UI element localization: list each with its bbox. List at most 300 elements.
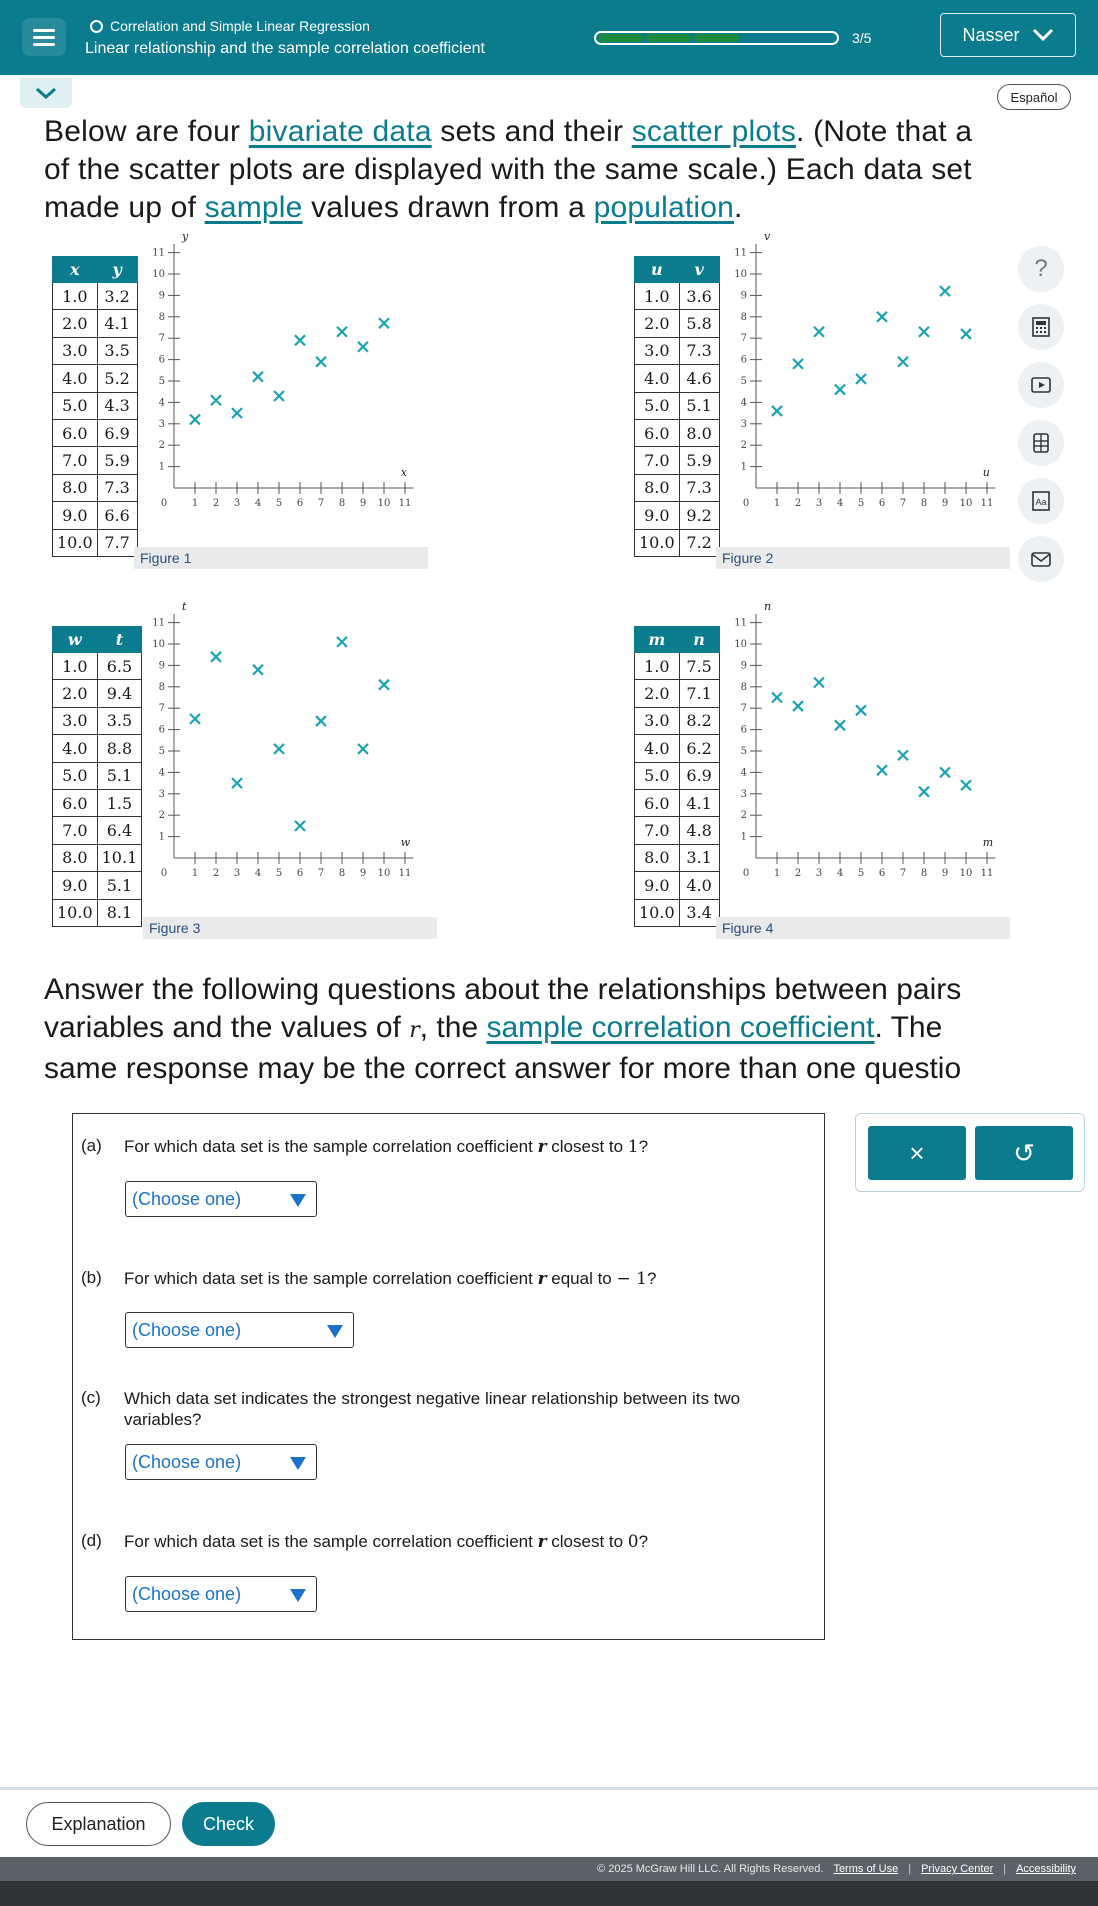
y-tick-label: 1 xyxy=(158,461,165,473)
scatter-point xyxy=(814,678,824,688)
table-row xyxy=(53,365,138,392)
x-tick-label: 3 xyxy=(233,868,241,879)
table-row xyxy=(635,680,720,707)
answer-select-b[interactable]: (Choose one) xyxy=(125,1312,354,1348)
table-row xyxy=(635,529,720,556)
help-button[interactable] xyxy=(1018,246,1064,292)
table-cell: 10.0 xyxy=(53,899,98,926)
table-cell: 4.0 xyxy=(635,365,680,392)
data-table-button[interactable] xyxy=(1018,420,1064,466)
scatter-point xyxy=(358,342,368,352)
x-tick-label: 1 xyxy=(191,498,199,509)
table-cell: 7.0 xyxy=(635,447,680,474)
origin-label: 0 xyxy=(160,868,168,879)
table-cell: 7.5 xyxy=(679,653,719,680)
table-header: w xyxy=(53,627,98,653)
table-cell: 7.2 xyxy=(679,529,719,556)
y-tick-label: 11 xyxy=(734,247,747,259)
scatter-point xyxy=(190,415,200,425)
scatter-plot-fig3 xyxy=(134,599,434,916)
progress-segment xyxy=(790,34,835,42)
y-tick-label: 5 xyxy=(740,376,747,387)
chevron-down-icon xyxy=(1032,28,1054,42)
scatter-point xyxy=(358,744,368,754)
y-tick-label: 1 xyxy=(158,831,165,843)
table-row xyxy=(53,392,138,419)
table-cell: 7.7 xyxy=(97,529,137,556)
x-tick-label: 8 xyxy=(920,868,928,879)
table-cell: 10.0 xyxy=(53,529,98,556)
scatter-point xyxy=(856,705,866,715)
x-axis-label: x xyxy=(400,466,408,479)
table-cell: 4.6 xyxy=(679,365,719,392)
x-tick-label: 1 xyxy=(773,868,781,879)
table-cell: 6.0 xyxy=(53,419,98,446)
scatter-point xyxy=(961,329,971,339)
accessibility-link[interactable]: Accessibility xyxy=(1016,1863,1076,1875)
table-row xyxy=(53,789,142,816)
table-header: t xyxy=(97,627,142,653)
calculator-button[interactable] xyxy=(1018,304,1064,350)
scatter-point xyxy=(211,652,221,662)
table-cell: 9.0 xyxy=(53,502,98,529)
scatter-point xyxy=(877,312,887,322)
y-axis-label: y xyxy=(182,229,189,243)
table-cell: 7.0 xyxy=(53,817,98,844)
progress-bar xyxy=(594,31,839,45)
table-row xyxy=(635,337,720,364)
x-tick-label: 10 xyxy=(959,868,973,879)
table-row xyxy=(53,817,142,844)
table-cell: 9.2 xyxy=(679,502,719,529)
video-button[interactable] xyxy=(1018,362,1064,408)
x-tick-label: 6 xyxy=(296,868,304,879)
x-tick-label: 7 xyxy=(317,868,325,879)
table-cell: 7.3 xyxy=(679,474,719,501)
video-icon xyxy=(1030,374,1052,396)
calculator-icon xyxy=(1030,316,1052,338)
scatter-point xyxy=(793,701,803,711)
table-cell: 1.0 xyxy=(53,653,98,680)
table-cell: 3.4 xyxy=(679,899,719,926)
table-cell: 5.0 xyxy=(635,392,680,419)
table-cell: 6.0 xyxy=(635,419,680,446)
y-tick-label: 2 xyxy=(158,440,165,452)
y-tick-label: 7 xyxy=(740,333,747,345)
table-cell: 5.9 xyxy=(679,447,719,474)
answer-actions xyxy=(855,1113,1085,1192)
explanation-button[interactable]: Explanation xyxy=(26,1802,171,1846)
dropdown-caret-icon xyxy=(290,1457,306,1470)
y-tick-label: 5 xyxy=(158,376,165,387)
table-cell: 6.2 xyxy=(679,735,719,762)
table-cell: 3.0 xyxy=(53,707,98,734)
scatter-point xyxy=(337,327,347,337)
table-cell: 4.0 xyxy=(679,872,719,899)
table-header: v xyxy=(679,257,719,283)
table-cell: 4.1 xyxy=(679,789,719,816)
collapse-chevron-icon xyxy=(35,87,57,100)
scatter-point xyxy=(295,821,305,831)
y-tick-label: 11 xyxy=(734,617,747,629)
table-row xyxy=(53,707,142,734)
table-cell: 6.0 xyxy=(635,789,680,816)
x-tick-label: 9 xyxy=(359,498,367,509)
scatter-point xyxy=(919,327,929,337)
y-axis-label: t xyxy=(182,599,187,613)
table-cell: 2.0 xyxy=(635,680,680,707)
progress-segment xyxy=(646,34,691,42)
table-row xyxy=(53,283,138,310)
x-tick-label: 5 xyxy=(857,868,865,879)
table-row xyxy=(53,680,142,707)
table-cell: 2.0 xyxy=(635,310,680,337)
table-cell: 7.0 xyxy=(53,447,98,474)
y-tick-label: 3 xyxy=(740,788,747,800)
scatter-point xyxy=(877,765,887,775)
check-button[interactable]: Check xyxy=(182,1802,275,1846)
origin-label: 0 xyxy=(742,868,750,879)
undo-button[interactable] xyxy=(975,1126,1073,1180)
x-tick-label: 9 xyxy=(359,868,367,879)
x-tick-label: 2 xyxy=(212,498,220,509)
table-row xyxy=(635,899,720,926)
y-tick-label: 7 xyxy=(740,703,747,715)
privacy-link[interactable]: Privacy Center xyxy=(921,1863,994,1875)
table-row xyxy=(635,392,720,419)
email-button[interactable] xyxy=(1018,536,1064,582)
table-cell: 6.4 xyxy=(97,817,142,844)
scatter-point xyxy=(379,680,389,690)
figure-caption: Figure 1 xyxy=(134,547,428,569)
table-cell: 4.0 xyxy=(53,735,98,762)
table-row xyxy=(635,447,720,474)
term-link-sample[interactable]: sample xyxy=(204,191,303,224)
table-cell: 6.5 xyxy=(97,653,142,680)
answer-select-d[interactable]: (Choose one) xyxy=(125,1576,317,1612)
y-tick-label: 6 xyxy=(740,354,747,366)
footer-divider xyxy=(0,1787,1098,1790)
y-tick-label: 9 xyxy=(740,290,747,302)
x-tick-label: 7 xyxy=(317,498,325,509)
table-header: n xyxy=(679,627,719,653)
table-row xyxy=(53,502,138,529)
user-menu-button[interactable] xyxy=(940,13,1076,57)
y-tick-label: 3 xyxy=(158,788,165,800)
scatter-point xyxy=(793,359,803,369)
glossary-icon xyxy=(1030,490,1052,512)
table-row xyxy=(635,735,720,762)
y-tick-label: 1 xyxy=(740,831,747,843)
table-cell: 5.0 xyxy=(53,392,98,419)
table-row xyxy=(635,310,720,337)
table-cell: 8.1 xyxy=(97,899,142,926)
y-tick-label: 10 xyxy=(734,639,747,650)
answer-select-c[interactable]: (Choose one) xyxy=(125,1444,317,1480)
x-tick-label: 10 xyxy=(959,498,973,509)
y-tick-label: 2 xyxy=(740,440,747,452)
origin-label: 0 xyxy=(160,498,168,509)
table-cell: 6.9 xyxy=(97,419,137,446)
table-row xyxy=(635,789,720,816)
y-tick-label: 4 xyxy=(158,397,165,409)
x-tick-label: 3 xyxy=(815,498,823,509)
table-cell: 4.0 xyxy=(53,365,98,392)
table-cell: 1.5 xyxy=(97,789,142,816)
scatter-point xyxy=(232,778,242,788)
table-cell: 10.1 xyxy=(97,844,142,871)
table-header: x xyxy=(53,257,98,283)
table-cell: 7.1 xyxy=(679,680,719,707)
table-cell: 3.0 xyxy=(635,707,680,734)
data-table-fig1 xyxy=(52,256,138,557)
data-table-icon xyxy=(1030,432,1052,454)
x-tick-label: 4 xyxy=(254,868,262,879)
x-axis-label: u xyxy=(982,466,990,479)
table-cell: 4.1 xyxy=(97,310,137,337)
scatter-point xyxy=(316,716,326,726)
term-link-population[interactable]: population xyxy=(593,191,735,224)
scatter-point xyxy=(856,374,866,384)
table-row xyxy=(635,502,720,529)
bottom-strip xyxy=(0,1881,1098,1906)
table-cell: 5.1 xyxy=(97,872,142,899)
y-tick-label: 6 xyxy=(158,354,165,366)
glossary-button[interactable] xyxy=(1018,478,1064,524)
topic-status-icon xyxy=(90,20,103,33)
dropdown-caret-icon xyxy=(290,1589,306,1602)
table-cell: 5.1 xyxy=(97,762,142,789)
y-tick-label: 1 xyxy=(740,461,747,473)
scatter-point xyxy=(337,637,347,647)
y-axis-label: v xyxy=(764,229,771,243)
x-tick-label: 4 xyxy=(254,498,262,509)
scatter-point xyxy=(835,720,845,730)
x-tick-label: 10 xyxy=(377,498,391,509)
y-tick-label: 2 xyxy=(740,810,747,822)
y-tick-label: 6 xyxy=(158,724,165,736)
table-cell: 3.6 xyxy=(679,283,719,310)
table-row xyxy=(635,844,720,871)
table-cell: 8.0 xyxy=(53,474,98,501)
table-cell: 10.0 xyxy=(635,529,680,556)
table-row xyxy=(53,872,142,899)
progress-segment xyxy=(742,34,787,42)
y-tick-label: 9 xyxy=(158,290,165,302)
table-cell: 4.0 xyxy=(635,735,680,762)
origin-label: 0 xyxy=(742,498,750,509)
x-tick-label: 11 xyxy=(980,868,994,879)
table-row xyxy=(635,707,720,734)
y-tick-label: 2 xyxy=(158,810,165,822)
user-name: Nasser xyxy=(962,24,1020,45)
x-tick-label: 4 xyxy=(836,498,844,509)
term-link-bivariate-data[interactable]: bivariate data xyxy=(248,115,432,148)
topic-subtitle: Linear relationship and the sample correlation coefficient xyxy=(85,40,485,57)
table-cell: 7.0 xyxy=(635,817,680,844)
x-tick-label: 1 xyxy=(773,498,781,509)
language-button[interactable]: Español xyxy=(997,84,1071,110)
topic-title: Correlation and Simple Linear Regression xyxy=(110,18,370,34)
table-cell: 5.1 xyxy=(679,392,719,419)
answer-select-a[interactable]: (Choose one) xyxy=(125,1181,317,1217)
table-cell: 5.0 xyxy=(635,762,680,789)
scatter-point xyxy=(379,318,389,328)
y-tick-label: 8 xyxy=(740,681,747,693)
term-link-scatter-plots[interactable]: scatter plots xyxy=(631,115,797,148)
x-tick-label: 3 xyxy=(233,498,241,509)
table-row xyxy=(53,735,142,762)
table-cell: 4.8 xyxy=(679,817,719,844)
terms-link[interactable]: Terms of Use xyxy=(833,1863,899,1875)
table-cell: 6.6 xyxy=(97,502,137,529)
table-cell: 8.0 xyxy=(53,844,98,871)
y-tick-label: 7 xyxy=(158,703,165,715)
menu-icon[interactable] xyxy=(22,18,66,56)
table-cell: 8.2 xyxy=(679,707,719,734)
scatter-point xyxy=(898,750,908,760)
table-cell: 8.0 xyxy=(679,419,719,446)
table-cell: 4.3 xyxy=(97,392,137,419)
x-axis-label: m xyxy=(982,836,994,849)
figure-caption: Figure 3 xyxy=(143,917,437,939)
instructions-text: Answer the following questions about the relationships between pairs variables and the values of r, the sample correlation coefficient. The same response may be the correct answer for more than one questio xyxy=(44,973,962,1085)
x-tick-label: 1 xyxy=(191,868,199,879)
x-tick-label: 9 xyxy=(941,868,949,879)
table-row xyxy=(635,283,720,310)
x-tick-label: 2 xyxy=(794,498,802,509)
x-tick-label: 3 xyxy=(815,868,823,879)
scatter-point xyxy=(898,357,908,367)
scatter-point xyxy=(274,391,284,401)
scatter-point xyxy=(772,693,782,703)
scatter-plot-fig1 xyxy=(134,229,434,546)
y-tick-label: 11 xyxy=(152,247,165,259)
table-cell: 8.0 xyxy=(635,474,680,501)
figure-caption: Figure 4 xyxy=(716,917,1010,939)
table-cell: 8.0 xyxy=(635,844,680,871)
x-tick-label: 7 xyxy=(899,868,907,879)
clear-button[interactable] xyxy=(868,1126,966,1180)
table-cell: 3.1 xyxy=(679,844,719,871)
top-bar xyxy=(0,0,1098,75)
table-header: u xyxy=(635,257,680,283)
dropdown-caret-icon xyxy=(327,1325,343,1338)
table-cell: 9.0 xyxy=(635,872,680,899)
intro-text: Below are four bivariate data sets and their scatter plots. (Note that a of the scatter plots are displayed with the same scale.) Each data set made up of sample values drawn from a population. xyxy=(44,115,973,224)
undo-icon: ↺ xyxy=(1013,1137,1035,1168)
table-cell: 5.9 xyxy=(97,447,137,474)
svg-text:Aa: Aa xyxy=(1035,497,1047,507)
y-tick-label: 8 xyxy=(740,311,747,323)
table-cell: 1.0 xyxy=(635,283,680,310)
term-link-sample-correlation-coefficient[interactable]: sample correlation coefficient xyxy=(486,1011,875,1044)
table-header: y xyxy=(97,257,137,283)
x-tick-label: 8 xyxy=(920,498,928,509)
x-tick-label: 9 xyxy=(941,498,949,509)
x-tick-label: 4 xyxy=(836,868,844,879)
table-cell: 2.0 xyxy=(53,680,98,707)
scatter-point xyxy=(274,744,284,754)
y-tick-label: 4 xyxy=(740,397,747,409)
data-table-fig2 xyxy=(634,256,720,557)
x-tick-label: 8 xyxy=(338,868,346,879)
x-tick-label: 11 xyxy=(980,498,994,509)
table-cell: 10.0 xyxy=(635,899,680,926)
y-tick-label: 9 xyxy=(740,660,747,672)
x-tick-label: 11 xyxy=(398,498,412,509)
y-axis-label: n xyxy=(764,599,772,613)
x-tick-label: 5 xyxy=(275,868,283,879)
scatter-point xyxy=(814,327,824,337)
table-row xyxy=(635,872,720,899)
table-row xyxy=(53,653,142,680)
table-row xyxy=(53,447,138,474)
y-tick-label: 10 xyxy=(152,639,165,650)
x-tick-label: 7 xyxy=(899,498,907,509)
y-tick-label: 7 xyxy=(158,333,165,345)
y-tick-label: 9 xyxy=(158,660,165,672)
table-row xyxy=(53,844,142,871)
x-axis-label: w xyxy=(400,836,411,849)
close-icon: × xyxy=(909,1137,925,1168)
scatter-point xyxy=(232,408,242,418)
table-row xyxy=(53,899,142,926)
x-tick-label: 6 xyxy=(878,498,886,509)
table-row xyxy=(53,337,138,364)
question-box: (a) For which data set is the sample correlation coefficient r closest to 1? (Choose one) (b) For which data set is the sample correlation coefficient r equal to − 1? (Choose one) (c) Which data set indicates the strongest negative linear relationship between its two variables? (Choose one) (d) For which data set is the sample correlation coefficient r closest to 0? (Choose one) xyxy=(72,1113,825,1640)
table-cell: 3.5 xyxy=(97,707,142,734)
data-table-fig4 xyxy=(634,626,720,927)
scatter-point xyxy=(940,767,950,777)
table-cell: 6.0 xyxy=(53,789,98,816)
y-tick-label: 5 xyxy=(740,746,747,757)
scatter-point xyxy=(253,372,263,382)
table-row xyxy=(53,474,138,501)
table-cell: 9.4 xyxy=(97,680,142,707)
progress-label: 3/5 xyxy=(852,30,872,46)
table-cell: 1.0 xyxy=(53,283,98,310)
scatter-point xyxy=(835,385,845,395)
x-tick-label: 11 xyxy=(398,868,412,879)
scatter-point xyxy=(940,286,950,296)
y-tick-label: 10 xyxy=(734,269,747,280)
x-tick-label: 5 xyxy=(857,498,865,509)
collapse-header-button[interactable] xyxy=(20,78,72,108)
help-icon: ? xyxy=(1034,255,1048,282)
y-tick-label: 8 xyxy=(158,311,165,323)
x-tick-label: 8 xyxy=(338,498,346,509)
table-row xyxy=(53,419,138,446)
y-tick-label: 4 xyxy=(740,767,747,779)
table-cell: 5.0 xyxy=(53,762,98,789)
scatter-point xyxy=(295,335,305,345)
scatter-point xyxy=(772,406,782,416)
table-row xyxy=(635,474,720,501)
table-cell: 9.0 xyxy=(635,502,680,529)
table-cell: 1.0 xyxy=(635,653,680,680)
table-cell: 2.0 xyxy=(53,310,98,337)
y-tick-label: 4 xyxy=(158,767,165,779)
x-tick-label: 6 xyxy=(296,498,304,509)
y-tick-label: 11 xyxy=(152,617,165,629)
table-cell: 7.3 xyxy=(679,337,719,364)
table-row xyxy=(53,762,142,789)
table-row xyxy=(635,762,720,789)
y-tick-label: 8 xyxy=(158,681,165,693)
data-table-fig3 xyxy=(52,626,142,927)
table-row xyxy=(635,817,720,844)
